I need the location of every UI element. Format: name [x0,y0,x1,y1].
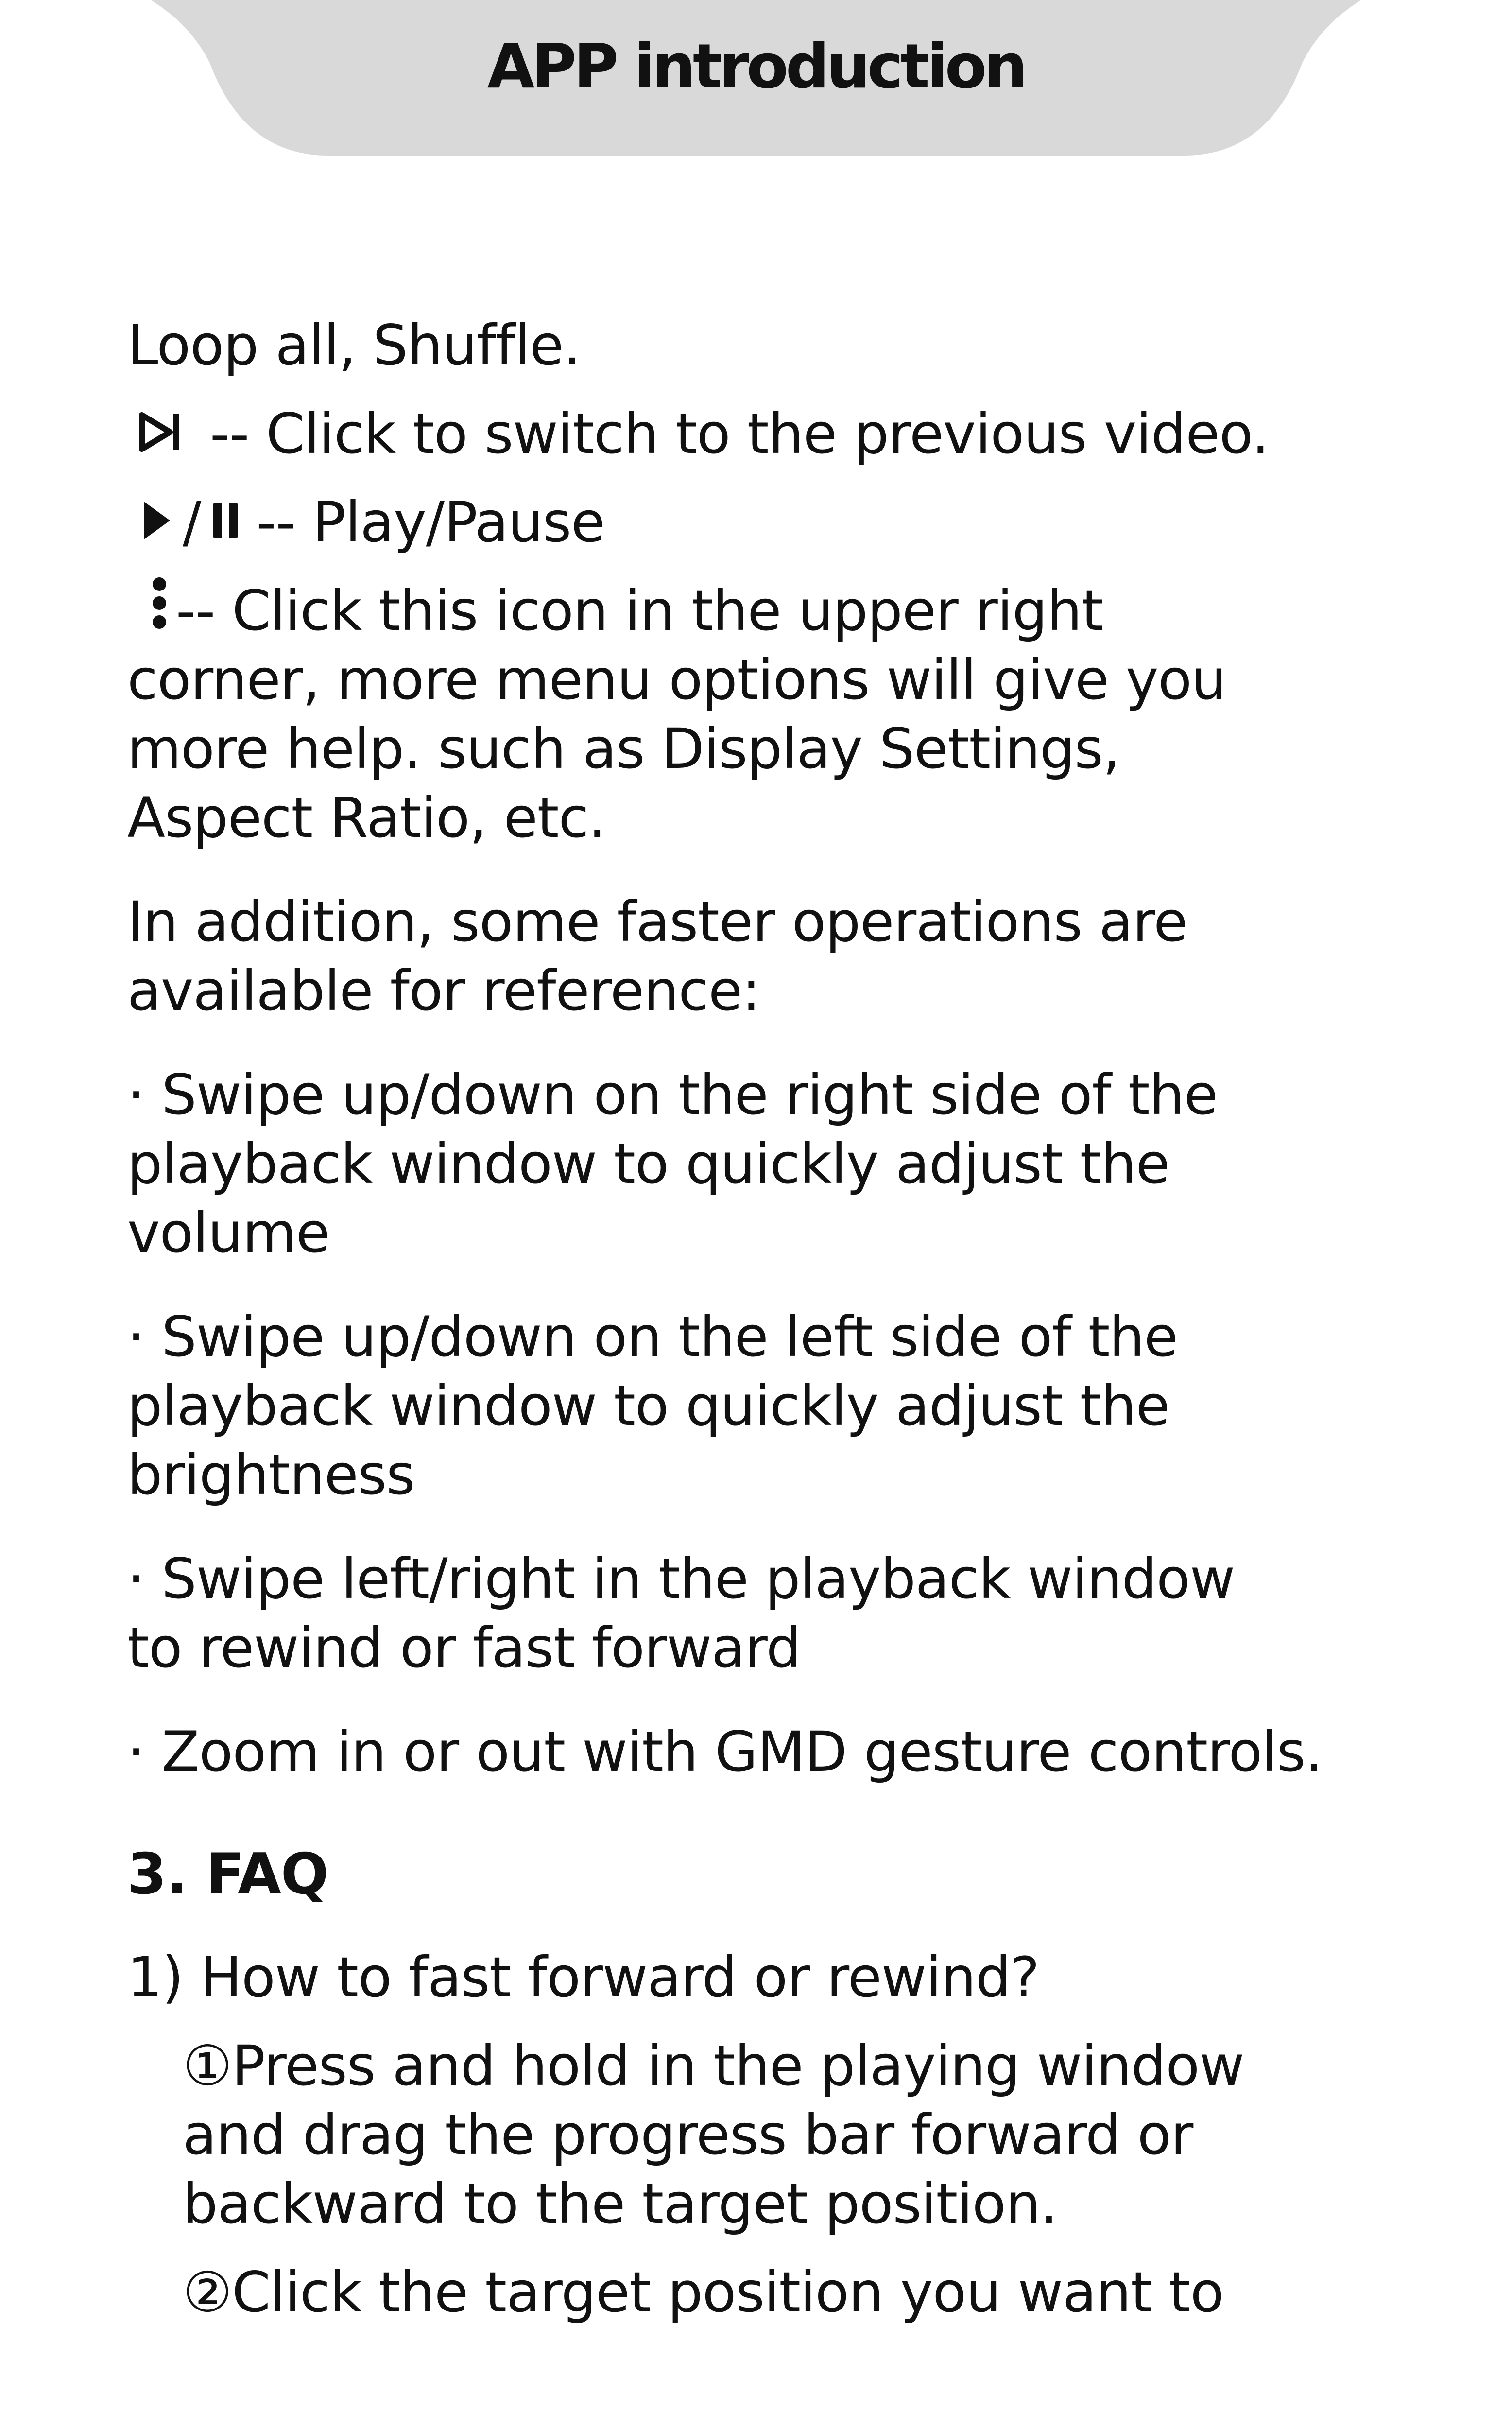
loop-shuffle-line: Loop all, Shuffle. [127,313,581,378]
faq-answer-1: ①Press and hold in the playing window and drag the progress bar forward or backward to the target position. [183,2033,1244,2236]
pause-icon [211,488,241,557]
bullet-zoom: · Zoom in or out with GMD gesture controls. [127,1719,1323,1784]
faq-question-1: 1) How to fast forward or rewind? [127,1945,1039,2010]
more-vertical-icon [150,576,169,645]
previous-video-line: -- Click to switch to the previous video. [127,399,1420,469]
play-icon [142,488,172,557]
bullet-volume: · Swipe up/down on the right side of the playback window to quickly adjust the volume [127,1062,1218,1265]
bullet-rewind-forward: · Swipe left/right in the playback window to rewind or fast forward [127,1546,1235,1680]
slash-separator: / [183,490,201,555]
more-menu-paragraph: -- Click this icon in the upper right corner, more menu options will give you more help. such as Display Settings, Aspect Ratio, etc. [127,576,1420,852]
faster-operations-intro: In addition, some faster operations are available for reference: [127,889,1187,1023]
play-pause-line: / -- Play/Pause [127,488,1420,557]
faq-section-title: 3. FAQ [127,1841,328,1907]
bullet-brightness: · Swipe up/down on the left side of the playback window to quickly adjust the brightness [127,1304,1178,1507]
page-title: APP introduction [487,31,1025,102]
header-tab [0,0,1512,160]
content-body [127,311,1420,2362]
skip-previous-icon [137,399,184,469]
faq-answer-2: ②Click the target position you want to [183,2260,1224,2325]
